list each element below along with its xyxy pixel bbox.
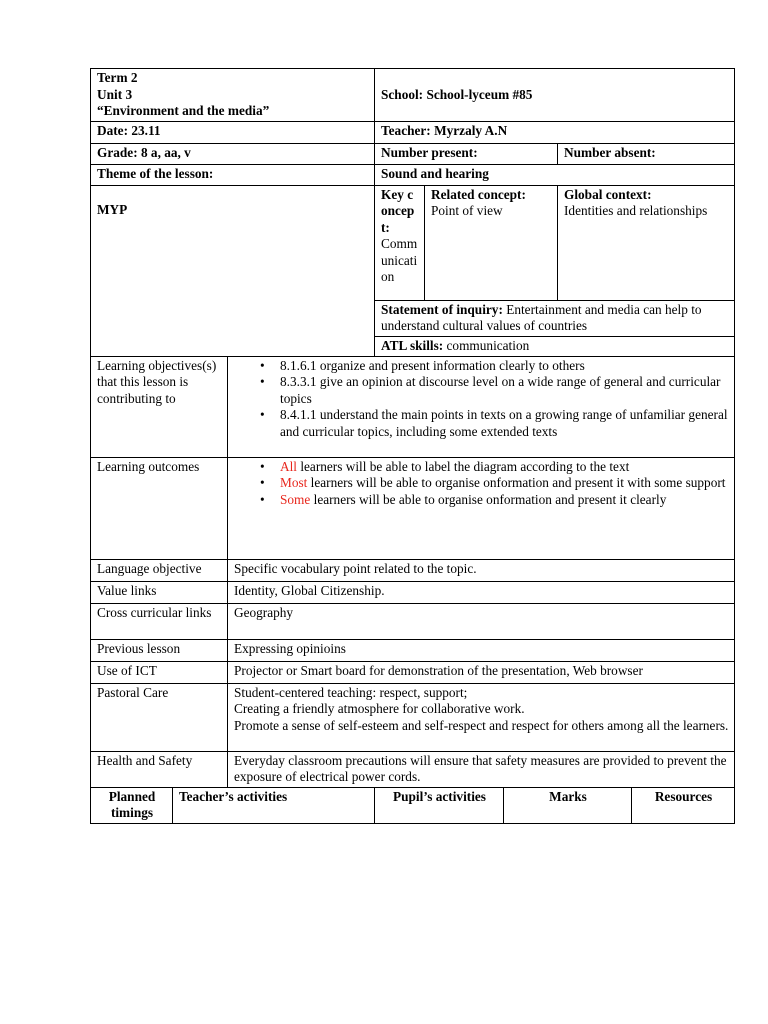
lesson-plan xyxy=(90,68,734,824)
outcome-lead-all: All xyxy=(280,458,297,474)
date-label: Date: xyxy=(97,122,129,138)
school-cell xyxy=(375,69,735,122)
resources-header: Resources xyxy=(632,787,735,823)
outcome-text: learners will be able to organise onformation and present it with some support xyxy=(307,475,726,490)
pupil-activities-header: Pupil’s activities xyxy=(375,787,504,823)
date-cell xyxy=(91,121,375,143)
term: Term 2 xyxy=(97,70,138,85)
global-context-label: Global context: xyxy=(564,186,652,202)
list-item: • 8.1.6.1 organize and present information clearly to others xyxy=(280,358,729,375)
language-objective-value: Specific vocabulary point related to the topic. xyxy=(228,559,735,581)
pastoral-care-cell xyxy=(228,683,735,751)
inquiry-value: Entertainment and media can help to understand cultural values of countries xyxy=(381,301,702,333)
ict-label: Use of ICT xyxy=(91,661,228,683)
theme-value: Sound and hearing xyxy=(375,164,735,185)
global-context-cell xyxy=(558,185,735,300)
list-item: • 8.3.3.1 give an opinion at discourse level on a wide range of general and curricular topics xyxy=(280,374,729,407)
teacher-cell xyxy=(375,121,735,143)
outcome-lead-some: Some xyxy=(280,491,311,507)
inquiry-cell xyxy=(375,300,735,336)
value-links-label: Value links xyxy=(91,581,228,603)
list-item xyxy=(280,475,729,492)
pastoral-care-label: Pastoral Care xyxy=(91,683,228,751)
health-safety-label: Health and Safety xyxy=(91,751,228,787)
theme-label: Theme of the lesson: xyxy=(91,164,375,185)
atl-cell xyxy=(375,336,735,356)
key-concept-label: Key concept: xyxy=(381,186,415,235)
atl-label: ATL skills: xyxy=(381,337,444,353)
teacher-activities-header: Teacher’s activities xyxy=(173,787,375,823)
outcome-lead-most: Most xyxy=(280,475,308,490)
list-item xyxy=(280,459,729,476)
grade-cell xyxy=(91,143,375,164)
cross-curricular-value: Geography xyxy=(228,603,735,639)
pastoral-line: Student-centered teaching: respect, support; xyxy=(234,684,468,700)
pastoral-line: Creating a friendly atmosphere for collaborative work. xyxy=(234,701,525,716)
teacher-label: Teacher: xyxy=(381,122,431,138)
outcome-text: learners will be able to organise onformation and present it clearly xyxy=(310,491,667,507)
key-concept-value: Communication xyxy=(381,236,418,284)
pastoral-line: Promote a sense of self-esteem and self-respect and respect for others among all the learners. xyxy=(234,717,729,733)
number-present-label: Number present: xyxy=(375,143,558,164)
key-concept-cell xyxy=(375,185,425,300)
value-links-value: Identity, Global Citizenship. xyxy=(228,581,735,603)
objectives-list xyxy=(234,358,729,441)
related-concept-label: Related concept: xyxy=(431,186,526,202)
school-value: School-lyceum #85 xyxy=(426,86,533,102)
school-label: School: xyxy=(381,86,424,102)
objectives-label: Learning objectives(s) that this lesson is contributing to xyxy=(91,356,228,457)
ict-value: Projector or Smart board for demonstration of the presentation, Web browser xyxy=(228,661,735,683)
term-unit-cell xyxy=(91,69,375,122)
language-objective-label: Language objective xyxy=(91,559,228,581)
atl-value: communication xyxy=(446,337,530,353)
list-item: • 8.4.1.1 understand the main points in texts on a growing range of unfamiliar general and curricular topics, including some extended texts xyxy=(280,407,729,440)
unit-title: “Environment and the media” xyxy=(97,103,270,118)
unit: Unit 3 xyxy=(97,86,133,102)
outcome-text: learners will be able to label the diagram according to the text xyxy=(297,458,630,474)
outcomes-cell xyxy=(228,457,735,559)
previous-lesson-value: Expressing opinioins xyxy=(228,639,735,661)
planned-timings-header: Planned timings xyxy=(91,787,173,823)
global-context-value: Identities and relationships xyxy=(564,203,708,218)
previous-lesson-label: Previous lesson xyxy=(91,639,228,661)
lesson-details-table xyxy=(90,356,735,788)
related-concept-cell xyxy=(425,185,558,300)
planning-table xyxy=(90,787,735,824)
date-value: 23.11 xyxy=(131,122,161,138)
lesson-header-table xyxy=(90,68,735,357)
outcomes-label: Learning outcomes xyxy=(91,457,228,559)
related-concept-value: Point of view xyxy=(431,203,503,218)
outcomes-list xyxy=(234,459,729,509)
objectives-cell xyxy=(228,356,735,457)
list-item xyxy=(280,492,729,509)
number-absent-label: Number absent: xyxy=(558,143,735,164)
inquiry-label: Statement of inquiry: xyxy=(381,301,503,317)
grade-value: 8 a, aa, v xyxy=(140,144,191,160)
health-safety-value: Everyday classroom precautions will ensure that safety measures are provided to prevent the exposure of electrical power cords. xyxy=(228,751,735,787)
cross-curricular-label: Cross curricular links xyxy=(91,603,228,639)
myp-label: MYP xyxy=(91,185,375,356)
teacher-value: Myrzaly A.N xyxy=(434,122,508,138)
marks-header: Marks xyxy=(504,787,632,823)
grade-label: Grade: xyxy=(97,144,138,160)
